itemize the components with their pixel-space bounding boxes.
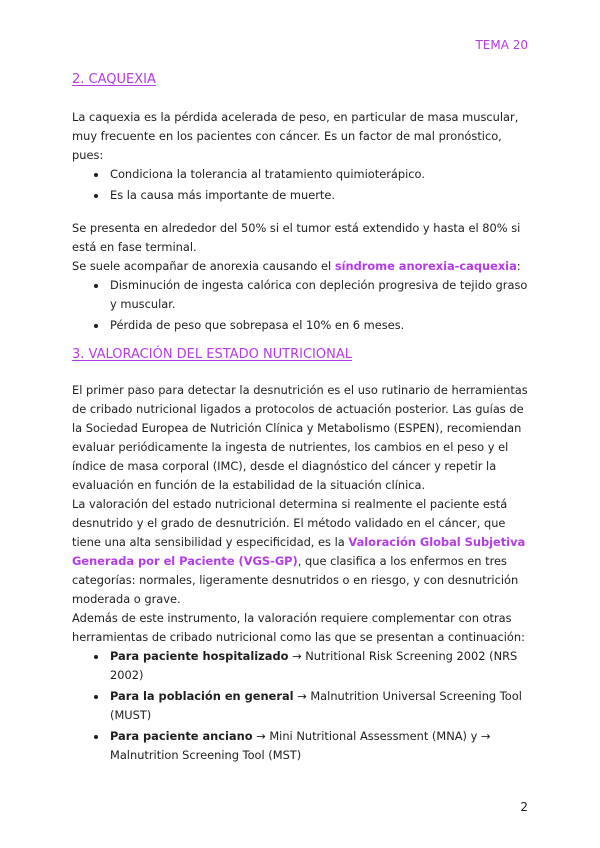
paragraph: Además de este instrumento, la valoración requiere complementar con otras herramientas de cribado nutricional como las que se presentan a continuación: bbox=[72, 611, 525, 644]
item-text: → Mini Nutritional Assessment (MNA) y → Malnutrition Screening Tool (MST) bbox=[110, 729, 491, 762]
list-item: • Pérdida de peso que sobrepasa el 10% en 6 meses. bbox=[108, 316, 528, 335]
item-text: → Malnutrition Universal Screening Tool (MUST) bbox=[110, 689, 522, 722]
list-item: • Disminución de ingesta calórica con depleción progresiva de tejido graso y muscular. bbox=[108, 276, 528, 314]
section-heading-caquexia[interactable]: 2. CAQUEXIA bbox=[72, 72, 156, 87]
item-text: → Nutritional Risk Screening 2002 (NRS 2002) bbox=[110, 649, 518, 682]
text: Se suele acompañar de anorexia causando el bbox=[72, 259, 335, 273]
list-item: • Es la causa más importante de muerte. bbox=[108, 186, 528, 205]
list-item: • Condiciona la tolerancia al tratamiento quimioterápico. bbox=[108, 165, 528, 184]
item-label: Para la población en general bbox=[110, 689, 294, 703]
list-item bbox=[108, 687, 528, 725]
text: : bbox=[516, 259, 521, 273]
bullet-list bbox=[72, 647, 528, 765]
bullet-list bbox=[72, 165, 528, 205]
bullet-list bbox=[72, 276, 528, 335]
item-label: Para paciente anciano bbox=[110, 729, 253, 743]
page-number: 2 bbox=[520, 800, 528, 814]
highlight-term: síndrome anorexia-caquexia bbox=[334, 259, 517, 273]
paragraph bbox=[72, 257, 528, 276]
section-heading-valoracion[interactable]: 3. VALORACIÓN DEL ESTADO NUTRICIONAL bbox=[72, 347, 352, 362]
paragraph: El primer paso para detectar la desnutrición es el uso rutinario de herramientas de cribado nutricional ligados a protocolos de actuación posterior. Las guías de la Sociedad Europea de Nutrición Clínica y Metabolismo (ESPEN), recomiendan evaluar periódicamente la ingesta de nutrientes, los cambios en el peso y el índice de masa corporal (IMC), desde el diagnóstico del cáncer y repetir la evaluación en función de la estabilidad de la situación clínica. bbox=[72, 383, 528, 492]
paragraph: La caquexia es la pérdida acelerada de peso, en particular de masa muscular, muy frecuente en los pacientes con cáncer. Es un factor de mal pronóstico, pues: bbox=[72, 110, 519, 162]
item-label: Para paciente hospitalizado bbox=[110, 649, 289, 663]
header-topic: TEMA 20 bbox=[475, 38, 528, 52]
page-content bbox=[72, 62, 528, 767]
list-item bbox=[108, 647, 528, 685]
text: , que clasifica a los enfermos en tres categorías: normales, ligeramente desnutridos o en riesgo, y con desnutrición moderada o grave. bbox=[72, 554, 519, 606]
list-item bbox=[108, 727, 528, 765]
text: La valoración del estado nutricional determina si realmente el paciente está desnutrido y el grado de desnutrición. El método validado en el cáncer, que tiene una alta sensibilidad y especificidad, es la bbox=[72, 497, 508, 549]
paragraph: Se presenta en alrededor del 50% si el tumor está extendido y hasta el 80% si está en fase terminal. bbox=[72, 221, 521, 254]
highlight-term: Valoración Global Subjetiva Generada por el Paciente (VGS-GP) bbox=[72, 535, 526, 568]
paragraph bbox=[72, 495, 528, 609]
